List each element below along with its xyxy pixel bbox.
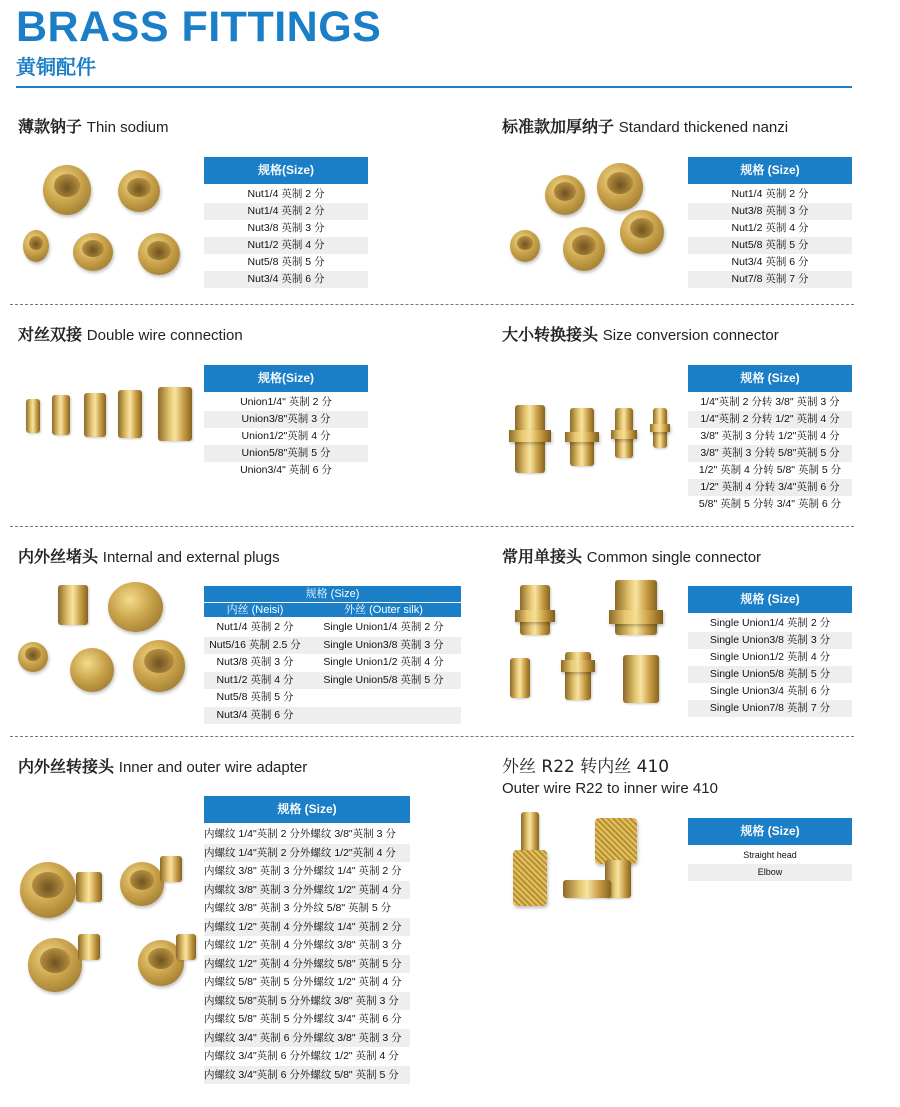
- nut-image: [23, 230, 49, 262]
- spec-table-thin-sodium: [204, 157, 368, 288]
- adapter-image: [20, 862, 76, 918]
- elbow-arm-image: [563, 880, 611, 898]
- spec-row: 3/8" 英制 3 分转 5/8"英制 5 分: [688, 445, 852, 462]
- section-title-zh: 大小转换接头: [502, 325, 599, 344]
- spec-row: Single Union3/8 英制 3 分: [688, 632, 852, 649]
- spec-table-wire-adapter: [204, 796, 410, 1084]
- cell-outer: [306, 689, 461, 707]
- spec-row: Single Union1/2 英制 4 分: [709, 651, 831, 663]
- section-title-thin-sodium: [18, 117, 169, 138]
- section-title-en: Thin sodium: [86, 119, 169, 136]
- nut-image: [545, 175, 585, 215]
- section-title-zh: 外丝 R22 转内丝 410: [502, 757, 670, 777]
- spec-table-standard-nanzi: [688, 157, 852, 288]
- col-header-outer: 外丝 (Outer silk): [344, 604, 423, 616]
- section-title-en: Inner and outer wire adapter: [118, 759, 308, 776]
- section-title-en: Internal and external plugs: [102, 549, 280, 566]
- product-photo-wire-adapter: [18, 850, 198, 1000]
- spec-header-label: 规格 (Size): [305, 588, 360, 600]
- nut-image: [620, 210, 664, 254]
- spec-row: Union5/8"英制 5 分: [204, 445, 368, 462]
- nut-image: [510, 230, 540, 262]
- section-title-zh: 内外丝堵头: [18, 547, 99, 566]
- section-divider: [10, 736, 854, 737]
- nut-image: [563, 227, 605, 271]
- cell-outer: Single Union1/2 英制 4 分: [323, 656, 444, 668]
- section-title-zh: 标准款加厚纳子: [502, 117, 615, 136]
- spec-row: 内螺纹 1/4"英制 2 分外螺纹 3/8"英制 3 分: [204, 828, 396, 840]
- section-title-zh: 对丝双接: [18, 325, 83, 344]
- union-image: [118, 390, 142, 438]
- nut-image: [597, 163, 643, 211]
- spec-row: 内螺纹 1/2" 英制 4 分外螺纹 3/8" 英制 3 分: [204, 939, 402, 951]
- spec-header: 规格 (Size): [688, 818, 852, 845]
- spec-row: 内螺纹 3/4" 英制 6 分外螺纹 3/8" 英制 3 分: [204, 1029, 410, 1048]
- spec-row: Nut5/8 英制 5 分: [247, 256, 325, 268]
- spec-row: 1/4"英制 2 分转 1/2" 英制 4 分: [688, 411, 852, 428]
- spec-header: 规格 (Size): [688, 586, 852, 613]
- spec-header: 规格 (Size): [204, 796, 410, 823]
- spec-row: Straight head: [743, 850, 797, 860]
- spec-row: 内螺纹 1/2" 英制 4 分外螺纹 1/4" 英制 2 分: [204, 918, 410, 937]
- product-photo-size-conversion: [505, 400, 680, 475]
- spec-header: 规格(Size): [204, 157, 368, 184]
- spec-col-headers: [204, 602, 461, 617]
- section-title-en: Size conversion connector: [602, 327, 779, 344]
- spec-row: 内螺纹 3/4"英制 6 分外螺纹 5/8" 英制 5 分: [204, 1066, 410, 1085]
- spec-header: 规格(Size): [204, 365, 368, 392]
- spec-row: [204, 637, 461, 655]
- cell-inner: Nut3/4 英制 6 分: [216, 708, 294, 721]
- spec-row: 内螺纹 1/2" 英制 4 分外螺纹 5/8" 英制 5 分: [204, 955, 410, 974]
- spec-header: 规格 (Size): [688, 157, 852, 184]
- nut-image: [138, 233, 180, 275]
- knurled-nut-image: [595, 818, 637, 864]
- spec-row: 内螺纹 3/4"英制 6 分外螺纹 1/2" 英制 4 分: [204, 1050, 399, 1062]
- product-photo-plugs: [18, 580, 198, 705]
- cell-outer: Single Union1/4 英制 2 分: [323, 621, 444, 633]
- spec-row: Single Union7/8 英制 7 分: [688, 700, 852, 717]
- section-title-en: Standard thickened nanzi: [618, 119, 789, 136]
- knurled-nut-image: [513, 850, 547, 906]
- plug-image: [18, 642, 48, 672]
- spec-row: [204, 672, 461, 690]
- section-title-standard-nanzi: [502, 117, 788, 138]
- spec-row: Nut1/4 英制 2 分: [731, 188, 809, 200]
- connector-hex: [609, 610, 663, 624]
- section-divider: [10, 526, 854, 527]
- spec-row: [204, 689, 461, 707]
- spec-row: [204, 707, 461, 725]
- section-title-en: Double wire connection: [86, 327, 243, 344]
- spec-row: 内螺纹 5/8" 英制 5 分外螺纹 1/2" 英制 4 分: [204, 976, 402, 988]
- product-photo-double-wire: [18, 385, 198, 445]
- section-title-wire-adapter: [18, 757, 307, 778]
- adapter-hex: [650, 424, 670, 432]
- spec-row: Nut3/4 英制 6 分: [204, 271, 368, 288]
- spec-row: Elbow: [688, 864, 852, 881]
- spec-row: 内螺纹 5/8" 英制 5 分外螺纹 3/4" 英制 6 分: [204, 1013, 402, 1025]
- spec-row: Single Union3/4 英制 6 分: [709, 685, 831, 697]
- connector-image: [623, 655, 659, 703]
- spec-row: 5/8" 英制 5 分转 3/4" 英制 6 分: [698, 498, 842, 510]
- union-image: [52, 395, 70, 435]
- spec-row: Nut3/4 英制 6 分: [731, 256, 809, 268]
- spec-row: [204, 654, 461, 672]
- section-title-en: Common single connector: [586, 549, 762, 566]
- product-photo-standard-nanzi: [505, 155, 680, 285]
- connector-image: [510, 658, 530, 698]
- spec-header: 规格 (Size): [688, 365, 852, 392]
- product-photo-thin-sodium: [18, 155, 193, 285]
- union-image: [158, 387, 192, 441]
- spec-row: Nut3/8 英制 3 分: [688, 203, 852, 220]
- union-image: [84, 393, 106, 437]
- nut-image: [73, 233, 113, 271]
- section-title-zh: 薄款钠子: [18, 117, 83, 136]
- spec-row: 内螺纹 3/8" 英制 3 分外螺纹 1/2" 英制 4 分: [204, 881, 410, 900]
- spec-row: 内螺纹 1/4"英制 2 分外螺纹 1/2"英制 4 分: [204, 844, 410, 863]
- section-title-size-conversion: [502, 325, 779, 346]
- adapter-hex: [509, 430, 551, 442]
- adapter-image: [176, 934, 196, 960]
- connector-image: [615, 580, 657, 635]
- plug-image: [58, 585, 88, 625]
- spec-row: [204, 619, 461, 637]
- spec-table-single-connector: [688, 586, 852, 717]
- page-title: BRASS FITTINGS: [16, 3, 382, 51]
- section-title-plugs: [18, 547, 280, 568]
- section-subtitle-r22-410: Outer wire R22 to inner wire 410: [502, 780, 718, 797]
- cell-inner: Nut1/4 英制 2 分: [216, 621, 294, 633]
- plug-image: [108, 582, 163, 632]
- cell-outer: Single Union5/8 英制 5 分: [323, 673, 444, 686]
- plug-image: [133, 640, 185, 692]
- spec-row: Nut5/8 英制 5 分: [688, 237, 852, 254]
- spec-row: 1/2" 英制 4 分转 5/8" 英制 5 分: [698, 464, 842, 476]
- product-photo-single-connector: [505, 580, 680, 710]
- adapter-hex: [611, 430, 637, 439]
- spec-row: Nut1/4 英制 2 分: [247, 188, 325, 200]
- adapter-image: [28, 938, 82, 992]
- valve-core-image: [521, 812, 539, 852]
- section-title-double-wire: [18, 325, 243, 346]
- spec-row: Nut3/8 英制 3 分: [247, 222, 325, 234]
- section-title-r22-410: [502, 757, 669, 777]
- cell-inner: Nut5/8 英制 5 分: [216, 691, 294, 703]
- cell-inner: Nut1/2 英制 4 分: [216, 673, 294, 686]
- spec-row: Nut1/4 英制 2 分: [204, 203, 368, 220]
- section-title-single-connector: [502, 547, 761, 568]
- spec-row: Single Union1/4 英制 2 分: [709, 617, 831, 629]
- section-title-zh: 内外丝转接头: [18, 757, 115, 776]
- union-image: [26, 399, 40, 433]
- cell-inner: Nut3/8 英制 3 分: [216, 656, 294, 668]
- adapter-image: [76, 872, 102, 902]
- spec-row: 内螺纹 3/8" 英制 3 分外纹 5/8" 英制 5 分: [204, 902, 392, 914]
- cell-outer: Single Union3/8 英制 3 分: [323, 638, 444, 651]
- plug-image: [70, 648, 114, 692]
- nut-image: [43, 165, 91, 215]
- spec-row: 1/4"英制 2 分转 3/8" 英制 3 分: [700, 396, 840, 408]
- connector-hex: [515, 610, 555, 622]
- adapter-image: [160, 856, 182, 882]
- spec-row: Union3/8"英制 3 分: [204, 411, 368, 428]
- spec-table-double-wire: [204, 365, 368, 479]
- adapter-image: [78, 934, 100, 960]
- product-photo-r22-410: [505, 810, 680, 920]
- spec-row: 内螺纹 3/8" 英制 3 分外螺纹 1/4" 英制 2 分: [204, 865, 402, 877]
- nut-image: [118, 170, 160, 212]
- cell-inner: Nut5/16 英制 2.5 分: [209, 638, 301, 651]
- connector-hex: [561, 660, 595, 672]
- section-divider: [10, 304, 854, 305]
- col-header-inner: 内丝 (Neisi): [226, 604, 284, 616]
- spec-row: 1/2" 英制 4 分转 3/4"英制 6 分: [688, 479, 852, 496]
- spec-row: 3/8" 英制 3 分转 1/2"英制 4 分: [700, 430, 840, 442]
- adapter-image: [120, 862, 164, 906]
- spec-header: [204, 586, 461, 602]
- spec-row: 内螺纹 5/8"英制 5 分外螺纹 3/8" 英制 3 分: [204, 992, 410, 1011]
- section-title-zh: 常用单接头: [502, 547, 583, 566]
- spec-row: Nut7/8 英制 7 分: [688, 271, 852, 288]
- spec-table-size-conversion: [688, 365, 852, 513]
- page-subtitle: 黄铜配件: [16, 55, 96, 79]
- spec-row: Union3/4" 英制 6 分: [240, 464, 332, 476]
- spec-row: Union1/2"英制 4 分: [241, 430, 331, 442]
- spec-table-plugs: [204, 586, 461, 724]
- adapter-hex: [565, 432, 599, 442]
- spec-table-r22-410: [688, 818, 852, 881]
- spec-row: Nut1/2 英制 4 分: [731, 222, 809, 234]
- cell-outer: [306, 707, 461, 725]
- spec-row: Nut1/2 英制 4 分: [204, 237, 368, 254]
- spec-row: Union1/4" 英制 2 分: [240, 396, 332, 408]
- title-divider: [16, 86, 852, 88]
- spec-row: Single Union5/8 英制 5 分: [688, 666, 852, 683]
